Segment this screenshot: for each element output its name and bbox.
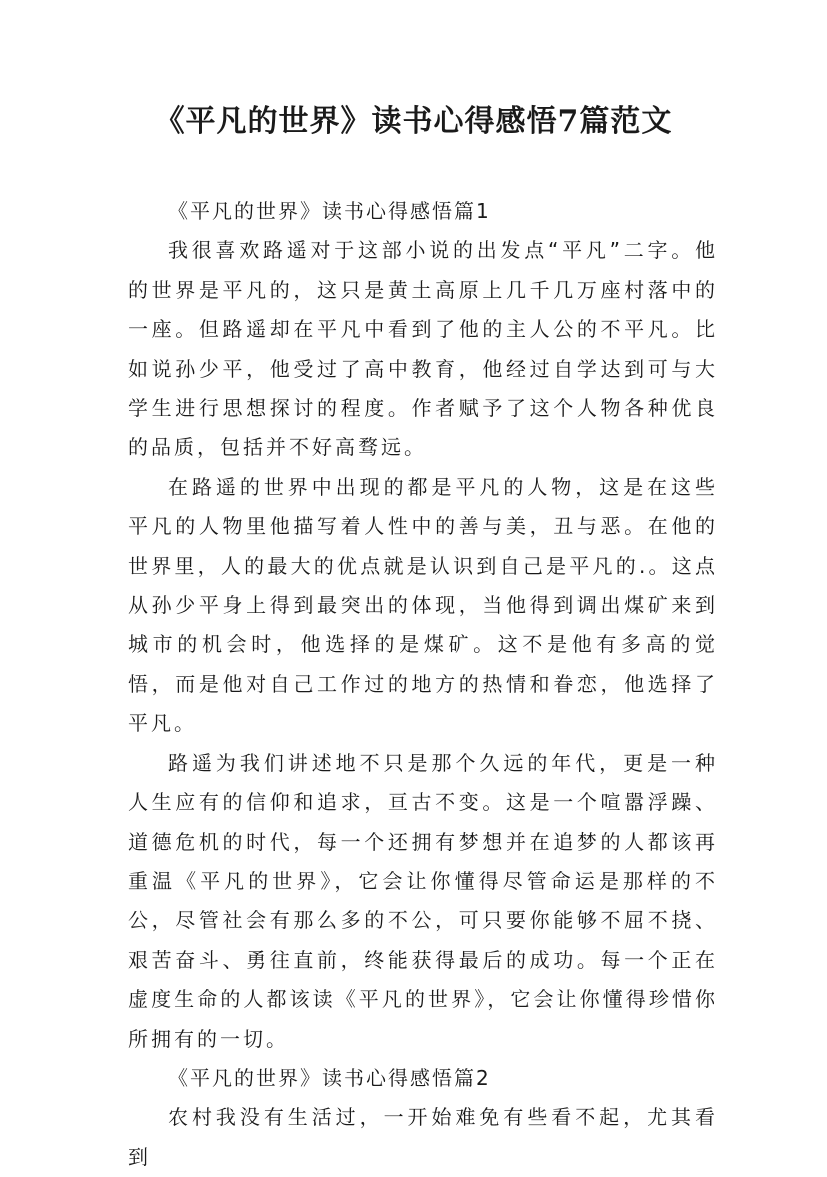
section2-paragraph-1: 农村我没有生活过，一开始难免有些看不起，尤其看到: [128, 1105, 718, 1169]
section1-paragraph-1: 我很喜欢路遥对于这部小说的出发点“平凡”二字。他的世界是平凡的，这只是黄土高原上几千几万座村落中的一座。但路遥却在平凡中看到了他的主人公的不平凡。比如说孙少平，他受过了高中教育，他经过自学达到可与大学生进行思想探讨的程度。作者赋予了这个人物各种优良的品质，包括并不好高骛远。: [128, 238, 718, 460]
section-heading-2: 《平凡的世界》读书心得感悟篇2: [168, 1065, 491, 1090]
document-title: 《平凡的世界》读书心得感悟7篇范文: [154, 104, 673, 139]
document-body: [128, 192, 718, 1177]
section-heading-1: 《平凡的世界》读书心得感悟篇1: [168, 199, 491, 223]
section1-paragraph-2: 在路遥的世界中出现的都是平凡的人物，这是在这些平凡的人物里他描写着人性中的善与美，丑与恶。在他的世界里，人的最大的优点就是认识到自己是平凡的.。这点从孙少平身上得到最突出的体现，当他得到调出煤矿来到城市的机会时，他选择的是煤矿。这不是他有多高的觉悟，而是他对自己工作过的地方的热情和眷恋，他选择了平凡。: [128, 474, 718, 736]
section1-paragraph-3: 路遥为我们讲述地不只是那个久远的年代，更是一种人生应有的信仰和追求，亘古不变。这是一个喧嚣浮躁、道德危机的时代，每一个还拥有梦想并在追梦的人都该再重温《平凡的世界》，它会让你懂得尽管命运是那样的不公，尽管社会有那么多的不公，可只要你能够不屈不挠、艰苦奋斗、勇往直前，终能获得最后的成功。每一个正在虚度生命的人都该读《平凡的世界》，它会让你懂得珍惜你所拥有的一切。: [128, 750, 718, 1051]
